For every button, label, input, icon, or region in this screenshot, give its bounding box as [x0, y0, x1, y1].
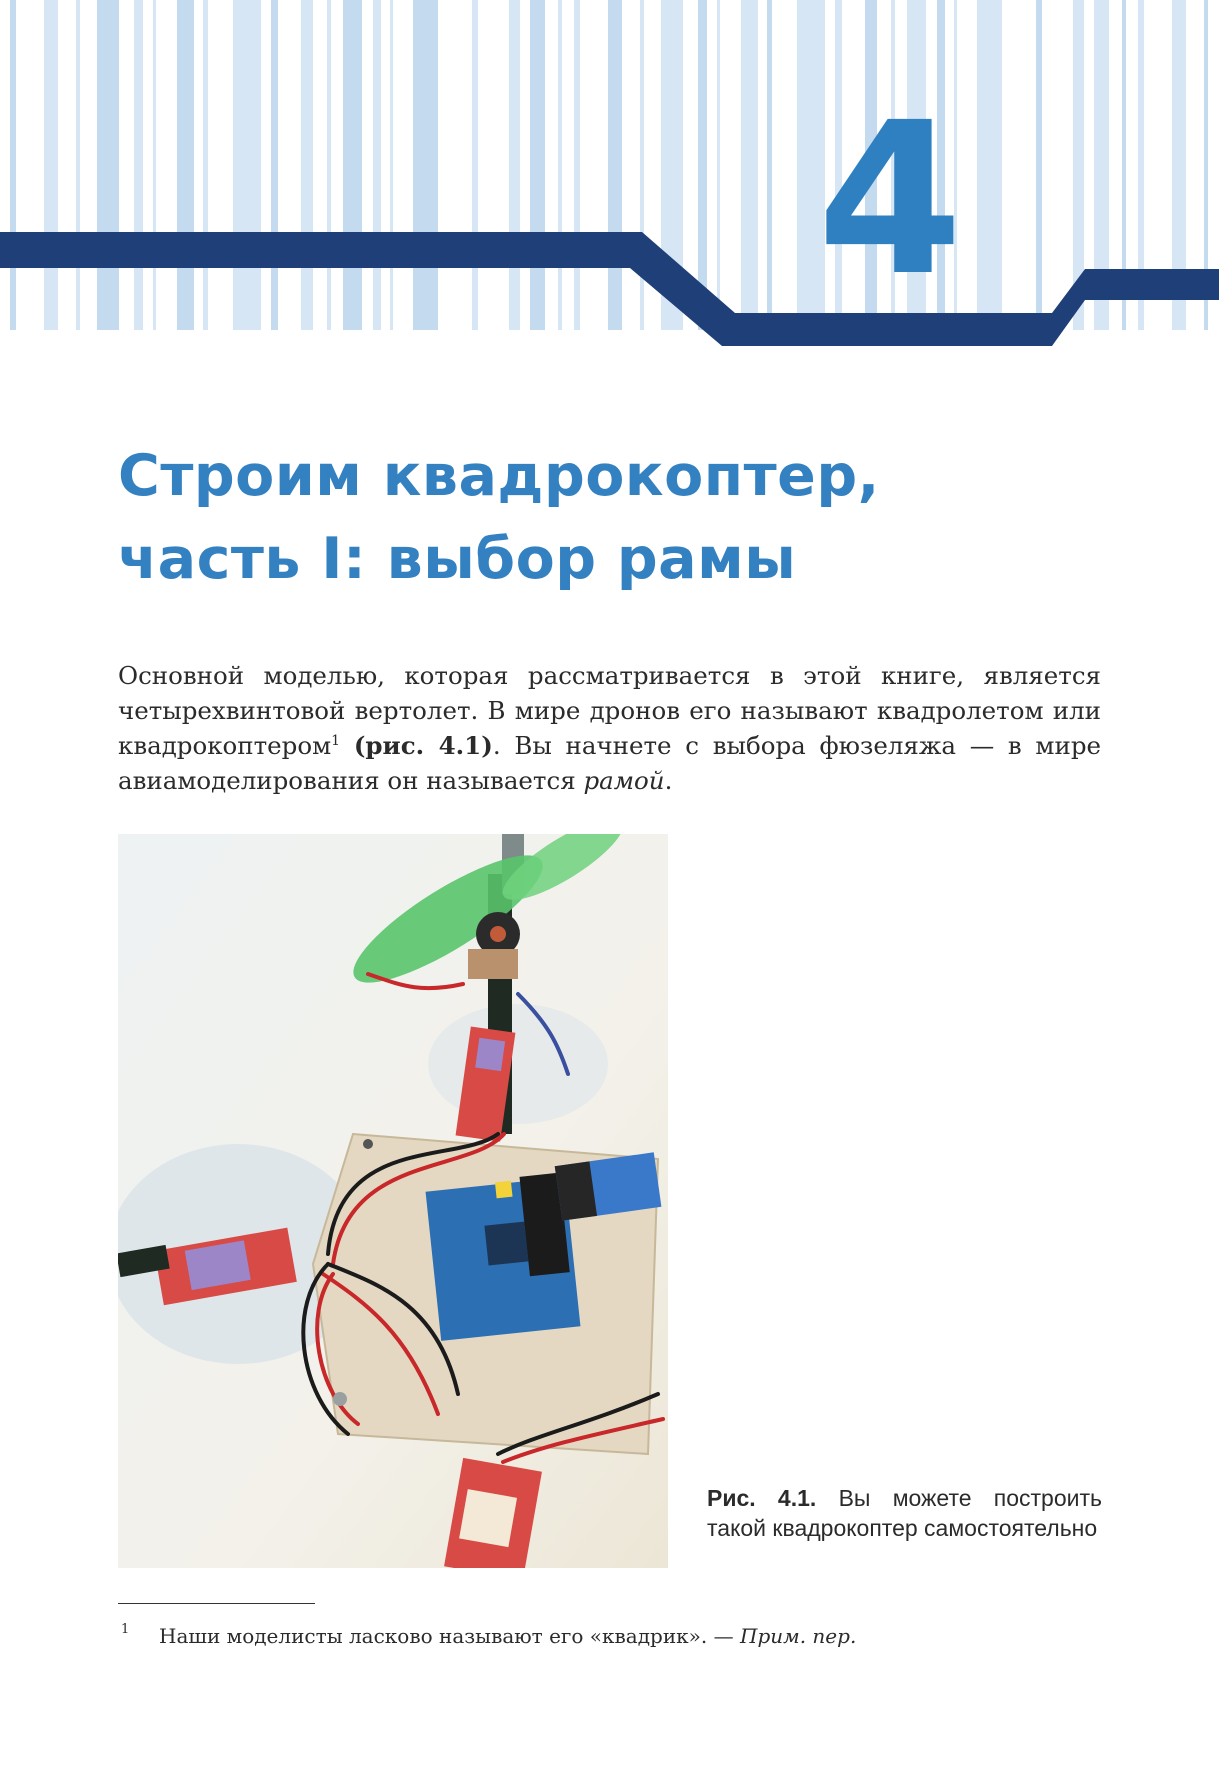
header-stripe: [558, 0, 562, 330]
header-stripe: [134, 0, 143, 330]
header-stripe: [233, 0, 261, 330]
header-stripe: [76, 0, 80, 330]
controller-connector: [495, 1181, 513, 1199]
header-stripe: [97, 0, 119, 330]
header-stripe: [608, 0, 622, 330]
chapter-header-band: [0, 0, 1219, 350]
intro-paragraph: [118, 658, 1101, 798]
esc-bottom-label: [459, 1489, 517, 1547]
esc-top-label: [475, 1038, 505, 1071]
header-stripe: [203, 0, 208, 330]
header-stripe: [767, 0, 772, 330]
chapter-title-line-2: часть I: выбор рамы: [118, 526, 797, 592]
footnote-reference[interactable]: 1: [331, 733, 341, 749]
header-stripe: [301, 0, 313, 330]
header-stripe: [343, 0, 362, 330]
quadcopter-photo: [118, 834, 668, 1568]
figure-reference[interactable]: (рис. 4.1): [353, 731, 493, 760]
footnote-mark: 1: [121, 1622, 130, 1637]
intro-text-middle: . Вы начнете с выбора фюзеляжа — в мире авиамоделирования он называется: [118, 731, 1101, 795]
intro-emphasis: рамой: [583, 766, 665, 795]
chapter-title-line-1: Строим квадрокоптер,: [118, 443, 880, 509]
header-stripe: [390, 0, 393, 330]
footnote-divider: [118, 1603, 315, 1604]
header-stripe: [271, 0, 278, 330]
header-stripe: [1036, 0, 1042, 330]
header-stripe: [44, 0, 58, 330]
header-stripe: [717, 0, 720, 330]
header-stripe: [509, 0, 520, 330]
frame-screw-2: [363, 1139, 373, 1149]
header-stripe: [177, 0, 194, 330]
header-stripe: [977, 0, 1002, 330]
header-stripe: [698, 0, 707, 330]
intro-text-end: .: [664, 766, 673, 795]
header-stripe: [472, 0, 478, 330]
header-stripe: [153, 0, 156, 330]
chapter-title: [118, 435, 880, 601]
figure-caption-text: Вы можете построить такой квадрокоптер самостоятельно: [707, 1485, 1103, 1541]
photo-shadow-2: [428, 1004, 608, 1124]
footnote-note: Прим. пер.: [740, 1624, 857, 1648]
header-stripe: [640, 0, 644, 330]
motor-hub-icon: [490, 926, 506, 942]
header-stripe: [574, 0, 580, 330]
header-stripe: [373, 0, 381, 330]
figure-caption: [707, 1483, 1102, 1543]
header-stripe: [530, 0, 545, 330]
chapter-number: 4: [816, 77, 964, 322]
motor-mount: [468, 949, 518, 979]
header-stripe: [741, 0, 758, 330]
figure-label: Рис. 4.1.: [707, 1485, 817, 1511]
header-stripe: [413, 0, 438, 330]
intro-text-start: Основной моделью, которая рассматривается в этой книге, является четырехвинтовой вертолет. В мире дронов его называют квадролетом или квадрокоптером: [118, 661, 1101, 760]
header-stripe: [327, 0, 331, 330]
header-stripes: [10, 0, 1208, 330]
footnote-text: [159, 1622, 856, 1650]
header-stripe: [10, 0, 16, 330]
controller-chip: [484, 1222, 528, 1266]
footnote-body: Наши моделисты ласково называют его «квадрик». —: [159, 1624, 740, 1648]
frame-screw: [333, 1392, 347, 1406]
